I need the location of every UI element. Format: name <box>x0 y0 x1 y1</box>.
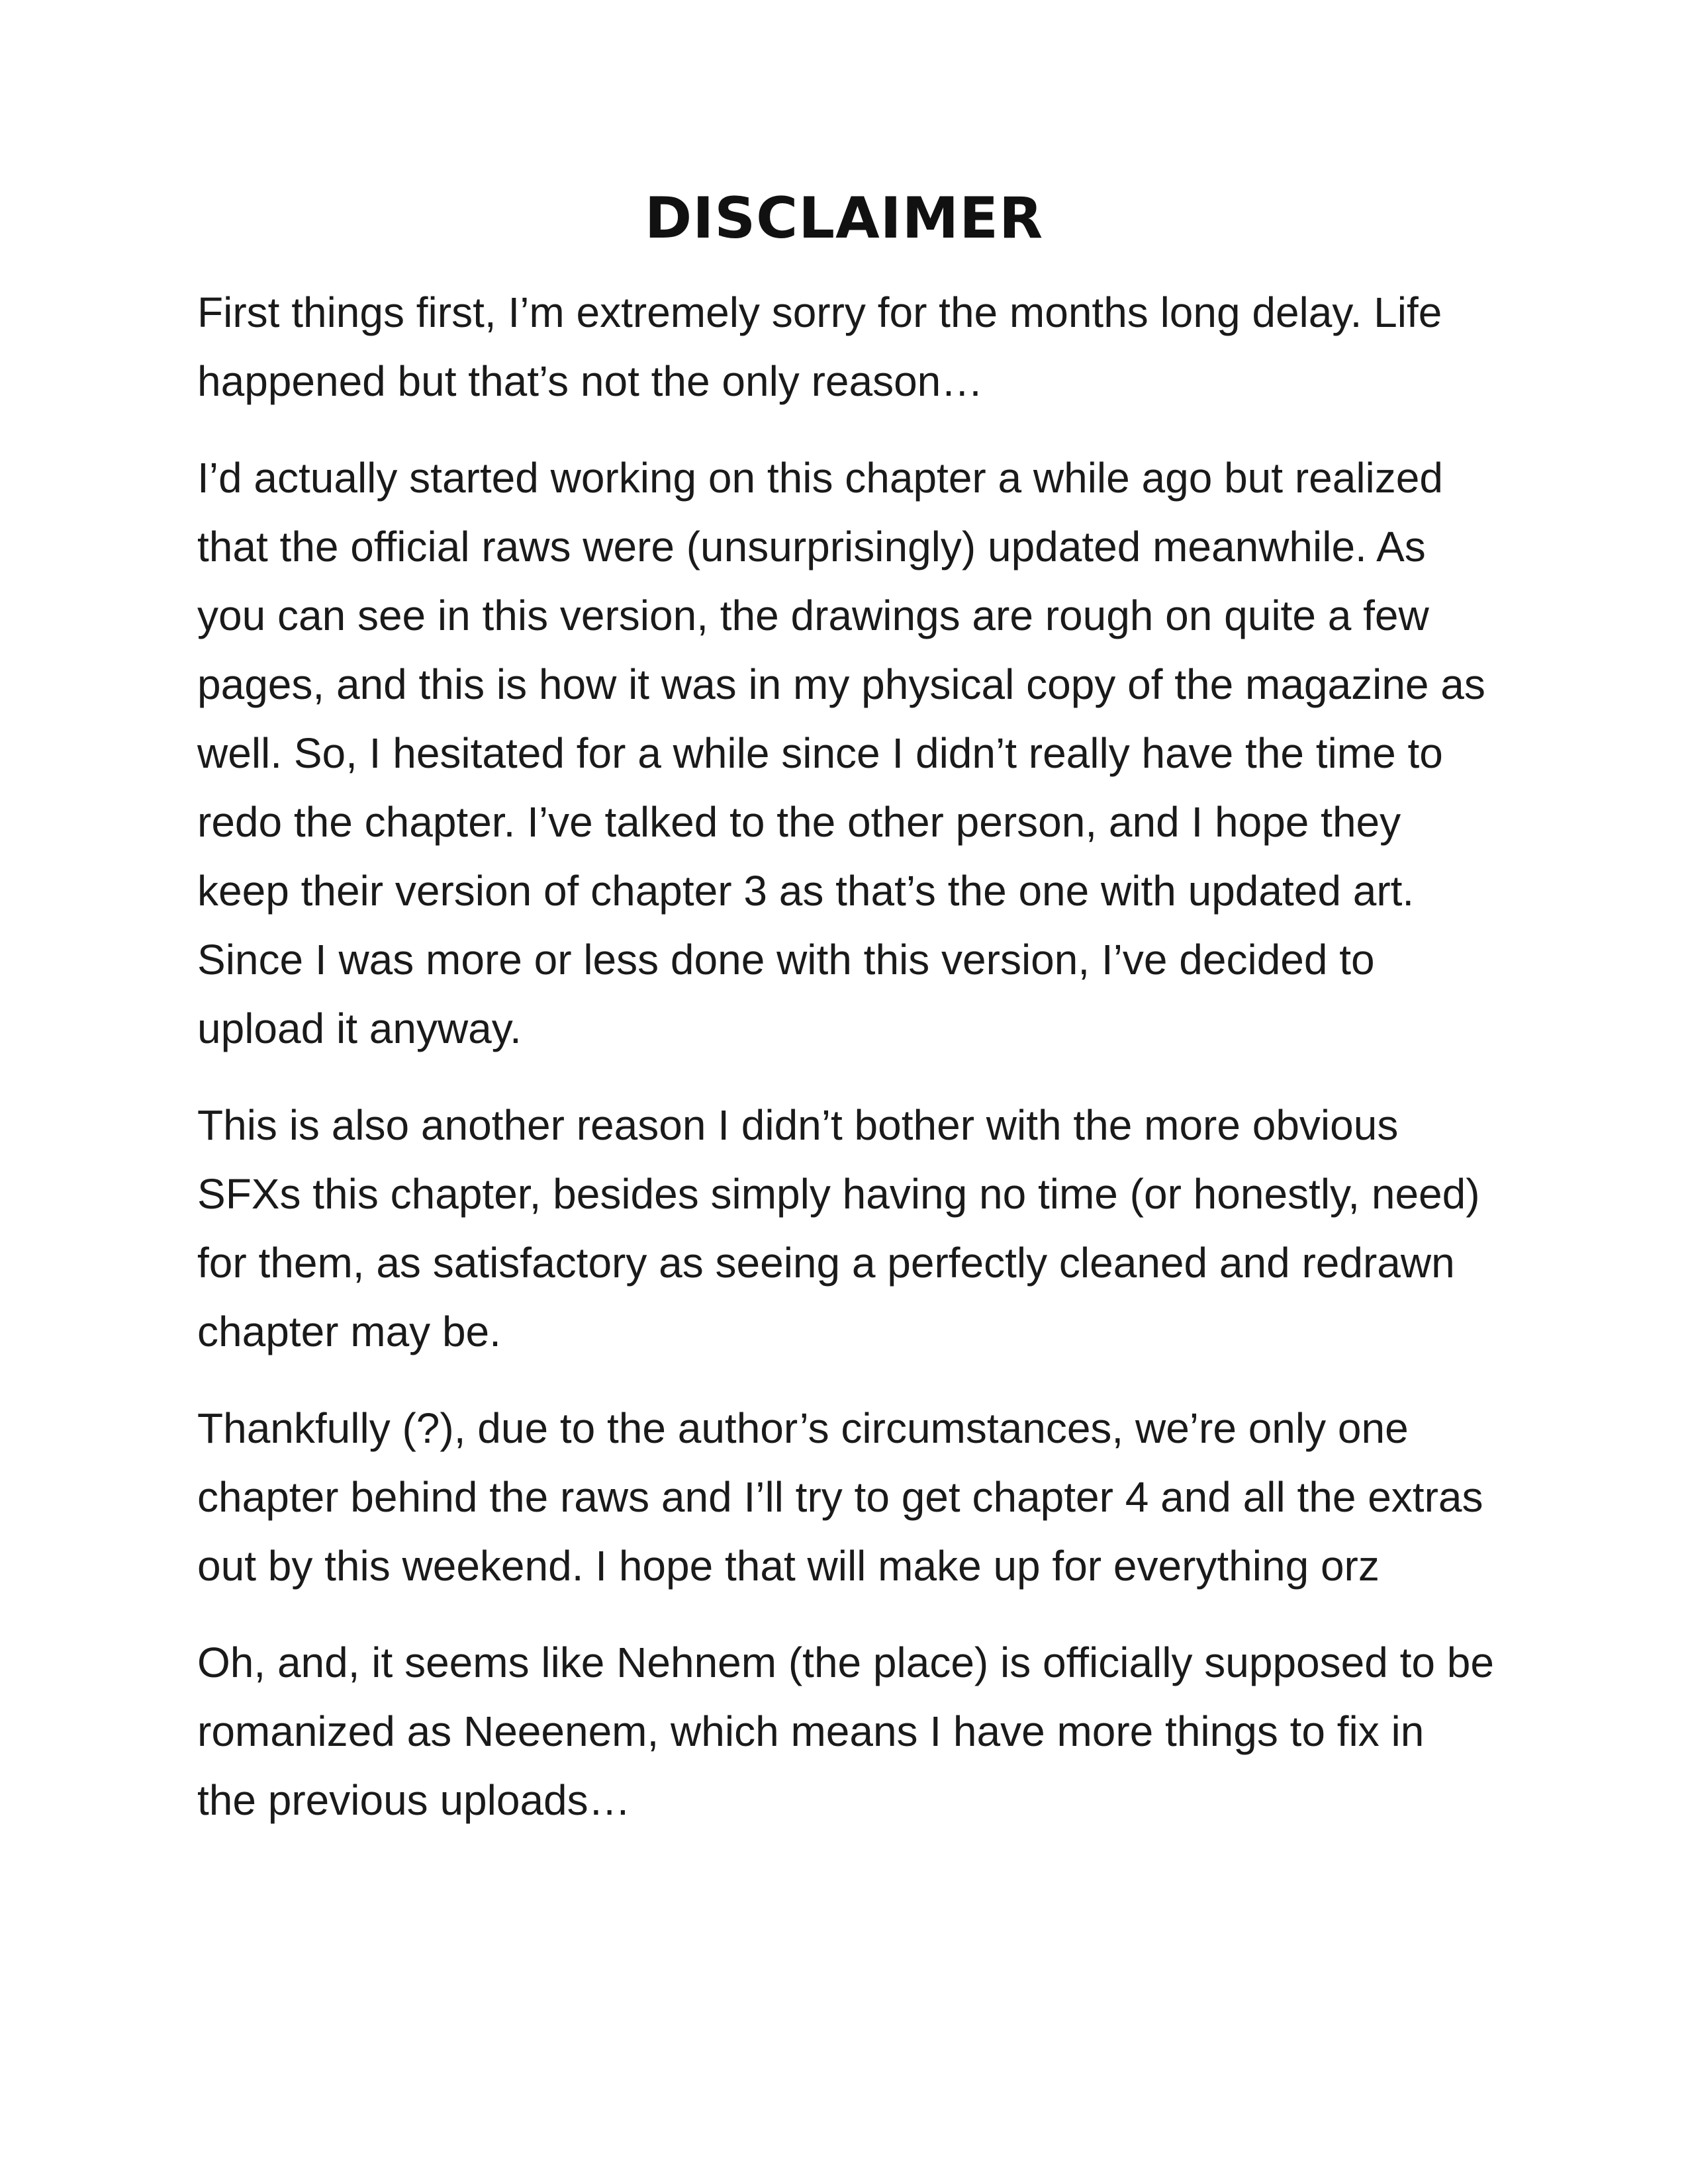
paragraph-sfx: This is also another reason I didn’t bother with the more obvious SFXs this chapter, besides simply having no time (or honestly, need) for them, as satisfactory as seeing a perfectly cleaned and redrawn chapter may be. <box>197 1101 1480 1355</box>
paragraph-romanization: Oh, and, it seems like Nehnem (the place) is officially supposed to be romanized as Neeenem, which means I have more things to fix in the previous uploads… <box>197 1639 1494 1824</box>
disclaimer-body <box>197 278 1495 1862</box>
paragraph-apology: First things first, I’m extremely sorry for the months long delay. Life happened but that’s not the only reason… <box>197 289 1442 405</box>
paragraph-schedule: Thankfully (?), due to the author’s circumstances, we’re only one chapter behind the raws and I’ll try to get chapter 4 and all the extras out by this weekend. I hope that will make up for everything orz <box>197 1404 1483 1590</box>
paragraph-raws-update: I’d actually started working on this chapter a while ago but realized that the official raws were (unsurprisingly) updated meanwhile. As you can see in this version, the drawings are rough on quite a few pages, and this is how it was in my physical copy of the magazine as well. So, I hesitated for a while since I didn’t really have the time to redo the chapter. I’ve talked to the other person, and I hope they keep their version of chapter 3 as that’s the one with updated art. Since I was more or less done with this version, I’ve decided to upload it anyway. <box>197 454 1485 1052</box>
page-title: DISCLAIMER <box>644 185 1044 251</box>
